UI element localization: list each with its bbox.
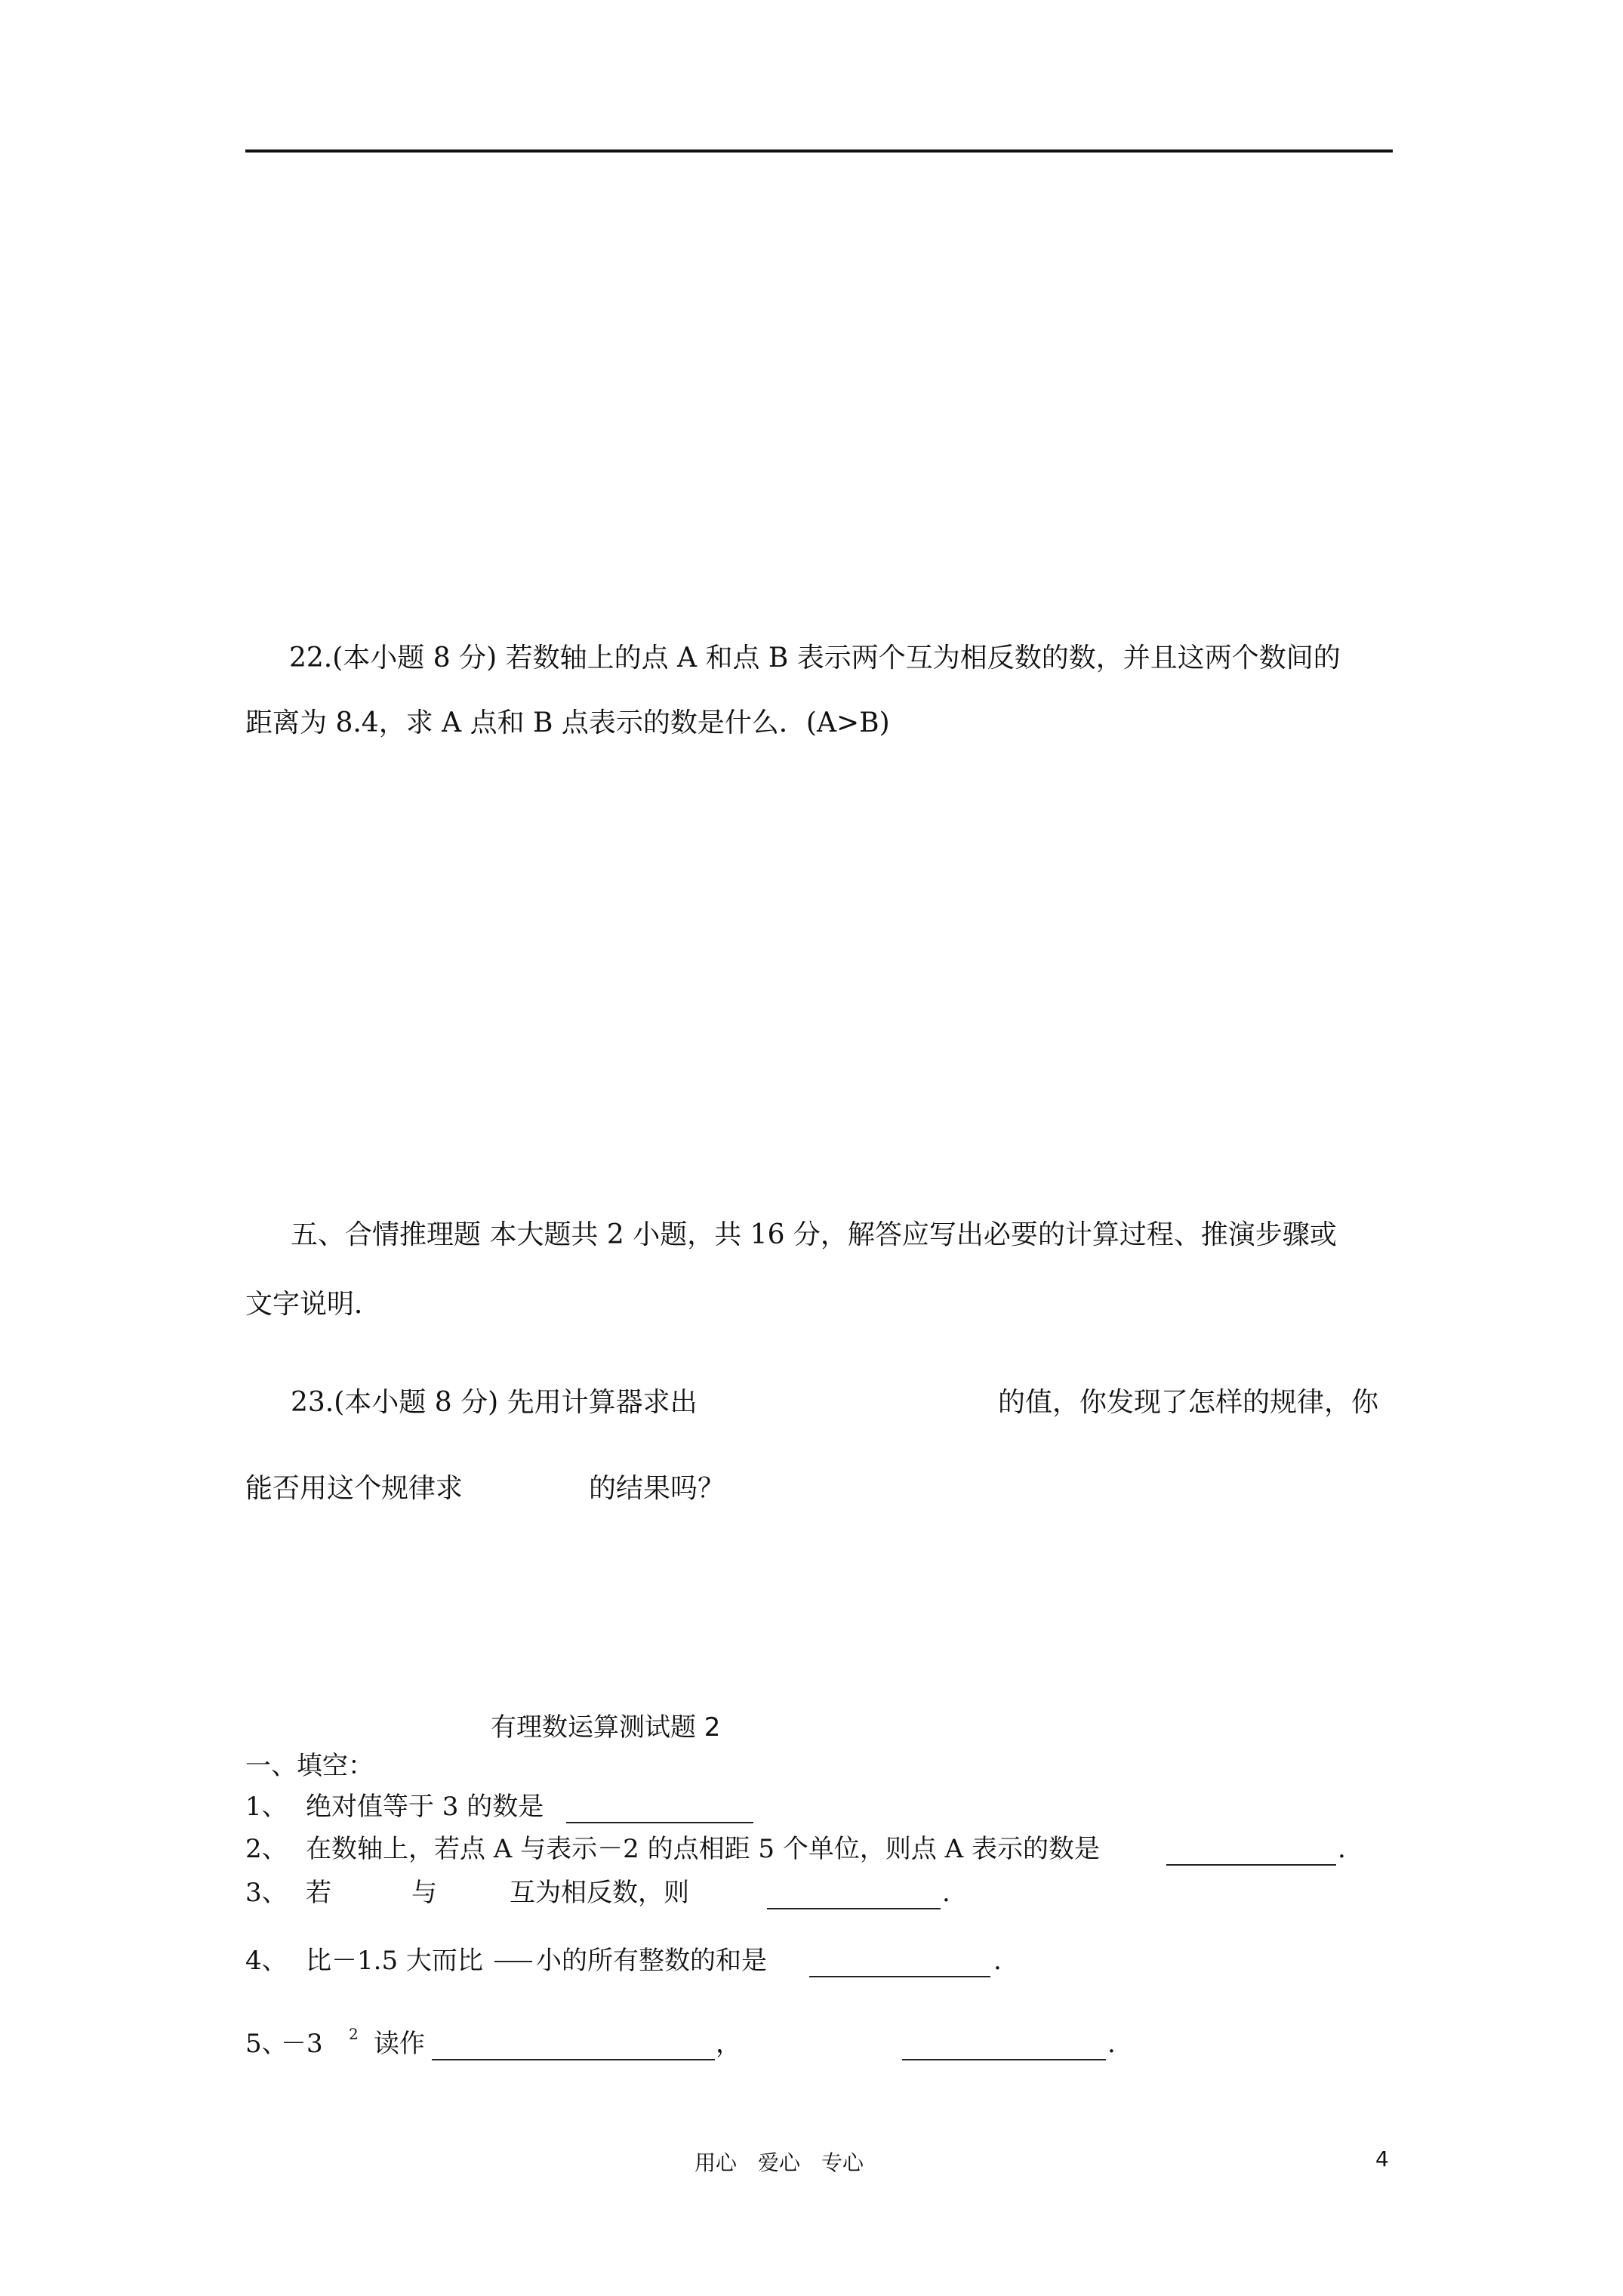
footer-motto: 用心 爱心 专心 bbox=[694, 2150, 864, 2175]
section5-line1: 五、合情推理题 本大题共 2 小题，共 16 分，解答应写出必要的计算过程、推演步骤或 bbox=[291, 1219, 1337, 1250]
q22-line2: 距离为 8.4，求 A 点和 B 点表示的数是什么．(A>B) bbox=[245, 707, 890, 738]
test2-heading: 一、填空： bbox=[245, 1751, 374, 1781]
item5-number: 5、 bbox=[245, 2029, 288, 2059]
item1-answer-blank[interactable] bbox=[566, 1822, 753, 1823]
item1-text: 绝对值等于 3 的数是 bbox=[306, 1792, 544, 1822]
item4-answer-blank[interactable] bbox=[809, 1976, 990, 1977]
item2-period: . bbox=[1338, 1834, 1346, 1864]
q23-part3: 能否用这个规律求 bbox=[245, 1473, 463, 1504]
item5-period: . bbox=[1107, 2029, 1116, 2059]
q23-part4: 的结果吗？ bbox=[589, 1473, 725, 1504]
item5-expression: －3 bbox=[281, 2029, 323, 2059]
q22-line1: 22.(本小题 8 分) 若数轴上的点 A 和点 B 表示两个互为相反数的数，并且这两个数间的 bbox=[289, 643, 1341, 673]
section5-line2: 文字说明． bbox=[245, 1289, 382, 1320]
q23-part2: 的值，你发现了怎样的规律，你 bbox=[998, 1387, 1379, 1418]
item4-text-b: 小的所有整数的和是 bbox=[536, 1946, 767, 1976]
item3-period: . bbox=[942, 1878, 950, 1908]
item3-text-a: 若 bbox=[306, 1878, 331, 1908]
item5-answer-blank[interactable] bbox=[902, 2059, 1106, 2060]
item5-text-b: 读作 bbox=[374, 2029, 425, 2059]
item3-number: 3、 bbox=[245, 1878, 288, 1908]
page-number: 4 bbox=[1375, 2147, 1389, 2171]
item5-reading-blank[interactable] bbox=[432, 2059, 715, 2060]
item4-period: . bbox=[993, 1946, 1002, 1976]
item4-number: 4、 bbox=[245, 1946, 288, 1976]
item2-text: 在数轴上，若点 A 与表示－2 的点相距 5 个单位，则点 A 表示的数是 bbox=[306, 1834, 1101, 1864]
item2-number: 2、 bbox=[245, 1834, 288, 1864]
q23-part1: 23.(本小题 8 分) 先用计算器求出 bbox=[291, 1387, 698, 1418]
test2-title: 有理数运算测试题 2 bbox=[491, 1712, 721, 1743]
item3-text-b: 与 bbox=[411, 1878, 437, 1908]
item3-answer-blank[interactable] bbox=[767, 1908, 941, 1909]
header-rule bbox=[245, 149, 1393, 153]
item1-number: 1、 bbox=[245, 1792, 288, 1822]
item4-text-a: 比－1.5 大而比 bbox=[306, 1946, 483, 1976]
item5-exponent: 2 bbox=[349, 2025, 359, 2043]
item5-comma: ， bbox=[716, 2029, 741, 2059]
item4-fraction-bar bbox=[494, 1961, 532, 1962]
item2-answer-blank[interactable] bbox=[1166, 1864, 1336, 1866]
item3-text-c: 互为相反数，则 bbox=[510, 1878, 689, 1908]
